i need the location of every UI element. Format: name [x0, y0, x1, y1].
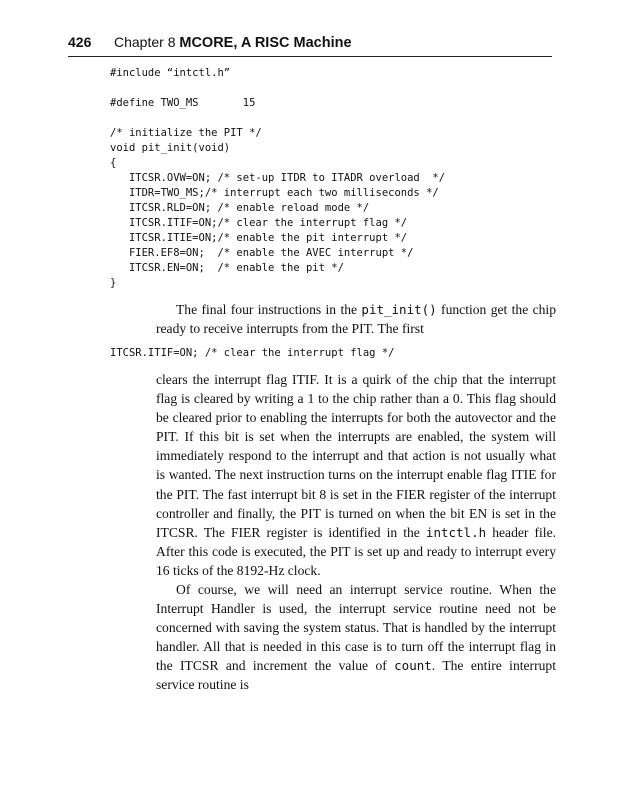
code-line: ITCSR.EN=ON; /* enable the pit */ [110, 262, 344, 274]
inline-code: intctl.h [425, 524, 487, 540]
code-block-pit-init [110, 66, 445, 291]
code-line: ITCSR.OVW=ON; /* set-up ITDR to ITADR overload */ [110, 172, 446, 184]
code-line: } [110, 277, 117, 289]
code-line: #define TWO_MS 15 [110, 97, 256, 109]
code-line: FIER.EF8=ON; /* enable the AVEC interrupt */ [110, 247, 414, 259]
code-line: /* initialize the PIT */ [110, 127, 262, 139]
inline-code: pit_init() [361, 302, 437, 317]
paragraph-text: header file. After this code is executed, the PIT is set up and ready to interrupt every 16 ticks of the 8192-Hz clock. [156, 524, 557, 578]
paragraph-text: function get the chip ready to receive interrupts from the PIT. The first [156, 302, 557, 337]
code-line: ITCSR.ITIF=ON;/* clear the interrupt flag */ [110, 217, 408, 229]
running-header [68, 34, 552, 57]
code-line: ITCSR.ITIE=ON;/* enable the pit interrupt */ [110, 232, 408, 244]
paragraph-text: Of course, we will need an interrupt service routine. When the Interrupt Handler is used, the interrupt service routine need not be concerned with saving the system status. That is handled by the interrupt handler. All that is needed in this case is to turn off the interrupt flag in the ITCSR and increment the value of [156, 582, 556, 674]
code-line-clear-flag [110, 346, 394, 361]
inline-code: count [394, 658, 432, 674]
paragraph-interrupt-service-routine [156, 580, 556, 695]
code-line: void pit_init(void) [110, 142, 231, 154]
code-line: #include “intctl.h” [110, 67, 231, 79]
paragraph-text: . The entire interrupt service routine is [156, 658, 556, 693]
paragraph-clears-interrupt-flag [156, 370, 556, 580]
chapter-label: Chapter 8 [114, 34, 176, 50]
chapter-title: MCORE, A RISC Machine [179, 35, 352, 51]
chapter-heading [114, 34, 352, 51]
paragraph-final-four-instructions [156, 300, 556, 338]
page-number: 426 [68, 34, 92, 50]
code-line: ITCSR.RLD=ON; /* enable reload mode */ [110, 202, 370, 214]
code-line: ITCSR.ITIF=ON; /* clear the interrupt flag */ [110, 347, 395, 359]
paragraph-text: clears the interrupt flag ITIF. It is a quirk of the chip that the interrupt flag is cleared by writing a 1 to the chip rather than a 0. This flag should be cleared prior to enabling the interrupts for both the autovector and the PIT. If this bit is set when the interrupts are enabled, the system will immediately respond to the interrupt and that action is not usually what is wanted. The next instruction turns on the interrupt enable flag ITIE for the PIT. The fast interrupt bit 8 is set in the FIER register of the interrupt controller and finally, the PIT is turned on when the bit EN is set in the ITCSR. The FIER register is identified in the [156, 372, 556, 540]
code-line: ITDR=TWO_MS;/* interrupt each two milliseconds */ [110, 187, 439, 199]
paragraph-text: The final four instructions in the [176, 302, 362, 317]
code-line: { [110, 157, 117, 169]
